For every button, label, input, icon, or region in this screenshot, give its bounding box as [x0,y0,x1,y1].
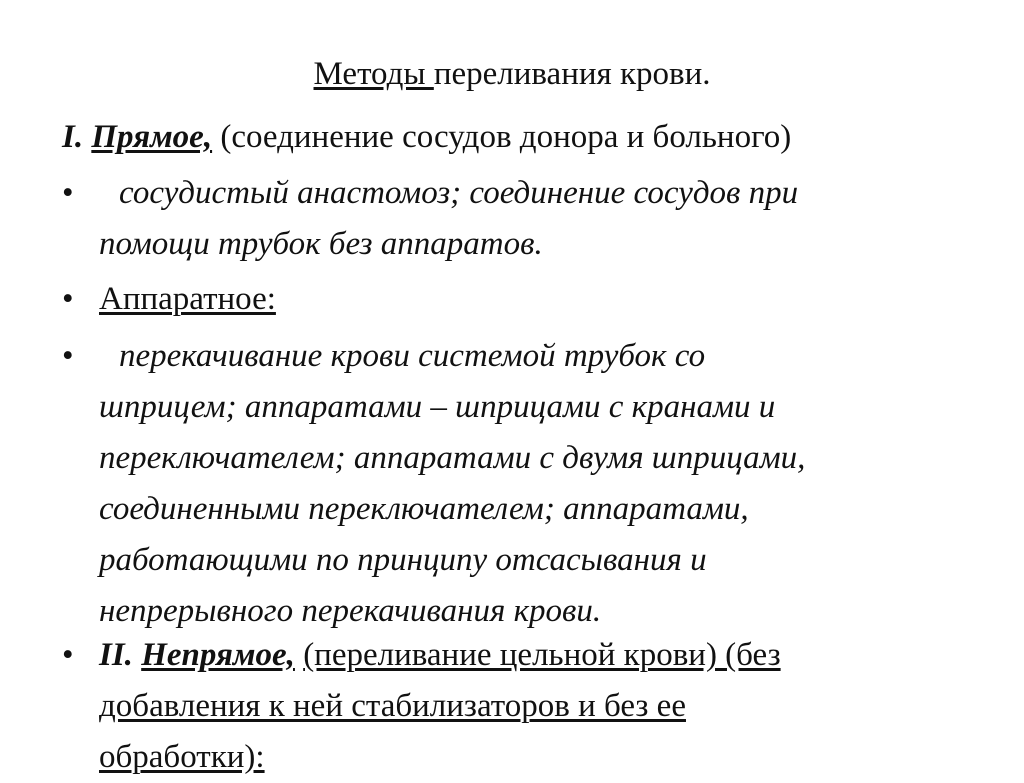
section-two-note: (переливание цельной крови) (без [303,637,781,673]
section-one-numeral: I. [62,119,84,155]
bullet-line: Аппаратное: [99,281,276,317]
bullet-dot: • [62,175,74,211]
bullet-line: обработки): [99,739,265,775]
bullet-line: переключателем; аппаратами с двумя шприцами, [99,440,806,476]
bullet-dot: • [62,637,74,673]
bullet-line: работающими по принципу отсасывания и [99,542,707,578]
section-one-label: Прямое, [91,119,213,155]
bullet-line: добавления к ней стабилизаторов и без ее [99,688,686,724]
section-one-heading [62,116,791,158]
title-underlined-part: Методы [313,56,434,92]
bullet-line: перекачивание крови системой трубок со [119,338,706,374]
bullet-line: сосудистый анастомоз; соединение сосудов при [119,175,799,211]
slide-title [0,54,1024,94]
bullet-line: шприцем; аппаратами – шприцами с кранами и [99,389,776,425]
bullet-dot: • [62,338,74,374]
bullet-line: непрерывного перекачивания крови. [99,593,602,629]
section-two-label: Непрямое, [141,637,295,673]
section-two-numeral: II. [99,637,133,673]
bullet-dot: • [62,281,74,317]
section-one-note: (соединение сосудов донора и больного) [220,119,792,155]
title-rest: переливания крови. [433,56,711,92]
bullet-line: соединенными переключателем; аппаратами, [99,491,749,527]
bullet-line: помощи трубок без аппаратов. [99,226,543,262]
